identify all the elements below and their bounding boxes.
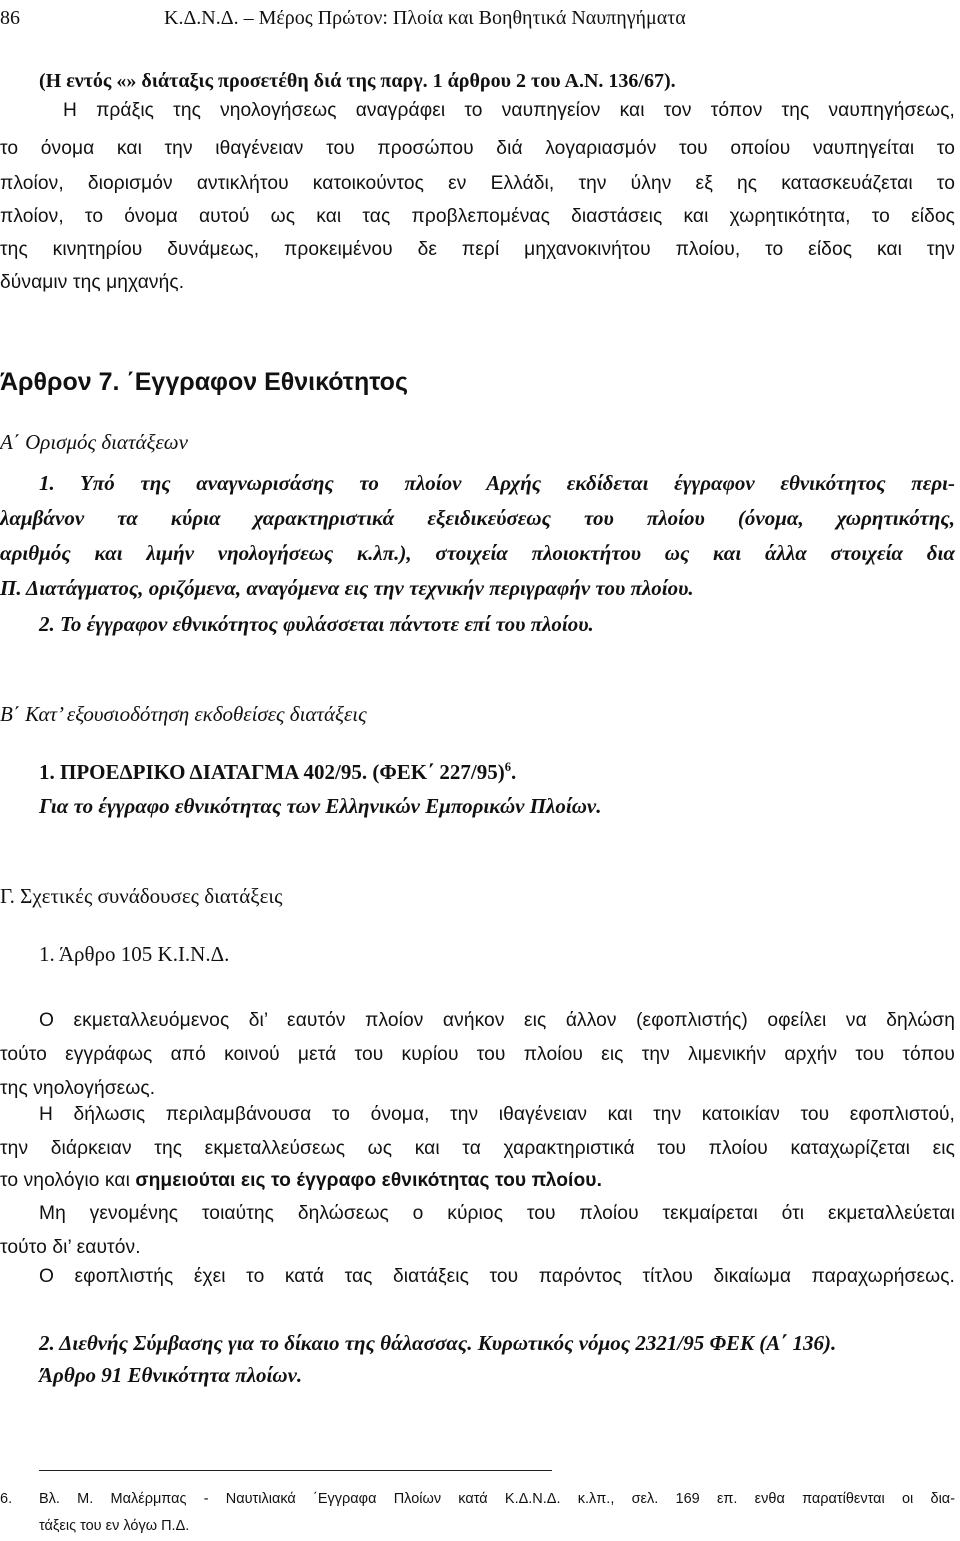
para3-line-2: τούτο δι’ εαυτόν. — [0, 1237, 141, 1258]
section-a-line-3: αριθμός και λιμήν νηολογήσεως κ.λπ.), στοιχεία πλοιοκτήτου ως και άλλα στοιχεία δια — [0, 541, 955, 565]
intro-line-5: της κινητηρίου δυνάμεως, προκειμένου δε περί μηχανοκινήτου πλοίου, το είδος και την — [0, 239, 955, 260]
intro-line-4: πλοίον, το όνομα αυτού ως και τας προβλεπομένας διαστάσεις και χωρητικότητα, το είδος — [0, 206, 955, 227]
footnote-number: 6. — [0, 1491, 13, 1507]
section-c-item-1: 1. Άρθρο 105 Κ.Ι.Ν.Δ. — [39, 942, 230, 966]
section-a-heading: Α΄ Ορισμός διατάξεων — [0, 430, 188, 454]
section-a-line-4: Π. Διατάγματος, οριζόμενα, αναγόμενα εις την τεχνικήν περιγραφήν του πλοίου. — [0, 576, 694, 600]
footnote-mark: 6 — [504, 760, 512, 774]
decree-title: Για το έγγραφο εθνικότητας των Ελληνικών Εμπορικών Πλοίων. — [39, 794, 602, 818]
footnote-line-1: Βλ. Μ. Μαλέρμπας - Ναυτιλιακά ΄Εγγραφα Πλοίων κατά Κ.Δ.Ν.Δ. κ.λπ., σελ. 169 επ. ενθα παρατίθενται οι δια- — [39, 1491, 955, 1507]
footnote-line-2: τάξεις του εν λόγω Π.Δ. — [39, 1518, 190, 1534]
para2-plain: το νηολόγιο και — [0, 1170, 136, 1191]
intro-line-2: το όνομα και την ιθαγένειαν του προσώπου διά λογαριασμόν του οποίου ναυπηγείται το — [0, 138, 955, 159]
intro-line-6: δύναμιν της μηχανής. — [0, 272, 185, 293]
para2-line-2: την διάρκειαν της εκμεταλλεύσεως ως και τα χαρακτηριστικά του πλοίου καταχωρίζεται εις — [0, 1138, 955, 1159]
para2-line-1: Η δήλωσις περιλαμβάνουσα το όνομα, την ιθαγένειαν και την κατοικίαν του εφοπλιστού, — [39, 1104, 955, 1125]
para2-line-3 — [0, 1170, 602, 1192]
intro-line-3: πλοίον, διορισμόν αντικλήτου κατοικούντος εν Ελλάδι, την ύλην εξ ης κατασκευάζεται το — [0, 173, 955, 194]
decree-reference — [39, 760, 516, 785]
para1-line-2: τούτο εγγράφως από κοινού μετά του κυρίου του πλοίου εις την λιμενικήν αρχήν του τόπου — [0, 1044, 955, 1065]
section-c-item-2-line-2: Άρθρο 91 Εθνικότητα πλοίων. — [39, 1363, 303, 1387]
section-c-heading: Γ. Σχετικές συνάδουσες διατάξεις — [0, 884, 283, 908]
section-a-line-5: 2. Το έγγραφον εθνικότητος φυλάσσεται πάντοτε επί του πλοίου. — [39, 612, 594, 636]
page-number: 86 — [0, 7, 20, 29]
section-b-heading: Β΄ Κατ’ εξουσιοδότηση εκδοθείσες διατάξεις — [0, 702, 367, 726]
running-title: Κ.Δ.Ν.Δ. – Μέρος Πρώτον: Πλοία και Βοηθητικά Ναυπηγήματα — [164, 7, 686, 29]
amendment-note: (Η εντός «» διάταξις προσετέθη διά της παργ. 1 άρθρου 2 του Α.Ν. 136/67). — [39, 70, 676, 92]
intro-line-1: Η πράξις της νηολογήσεως αναγράφει το ναυπηγείον και τον τόπον της ναυπηγήσεως, — [63, 100, 955, 121]
decree-text: 1. ΠΡΟΕΔΡΙΚΟ ΔΙΑΤΑΓΜΑ 402/95. (ΦΕΚ΄ 227/95) — [39, 760, 505, 784]
para1-line-3: της νηολογήσεως. — [0, 1078, 156, 1099]
decree-suffix: . — [511, 760, 517, 784]
footnote-rule — [39, 1470, 552, 1471]
para3-line-1: Μη γενομένης τοιαύτης δηλώσεως ο κύριος του πλοίου τεκμαίρεται ότι εκμεταλλεύεται — [39, 1203, 955, 1224]
section-a-line-1: 1. Υπό της αναγνωρισάσης το πλοίον Αρχής εκδίδεται έγγραφον εθνικότητος περι- — [39, 471, 955, 495]
section-c-item-2-line-1: 2. Διεθνής Σύμβασης για το δίκαιο της θάλασσας. Κυρωτικός νόμος 2321/95 ΦΕΚ (Α΄ 136). — [39, 1331, 837, 1355]
para2-bold: σημειούται εις το έγγραφο εθνικότητας του πλοίου. — [135, 1170, 603, 1191]
para4: Ο εφοπλιστής έχει το κατά τας διατάξεις του παρόντος τίτλου δικαίωμα παραχωρήσεως. — [39, 1266, 955, 1287]
article-title: Άρθρον 7. ΄Εγγραφον Εθνικότητος — [0, 368, 408, 396]
section-a-line-2: λαμβάνον τα κύρια χαρακτηριστικά εξειδικεύσεως του πλοίου (όνομα, χωρητικότης, — [0, 506, 955, 530]
para1-line-1: Ο εκμεταλλευόμενος δι’ εαυτόν πλοίον ανήκον εις άλλον (εφοπλιστής) οφείλει να δηλώση — [39, 1010, 955, 1031]
